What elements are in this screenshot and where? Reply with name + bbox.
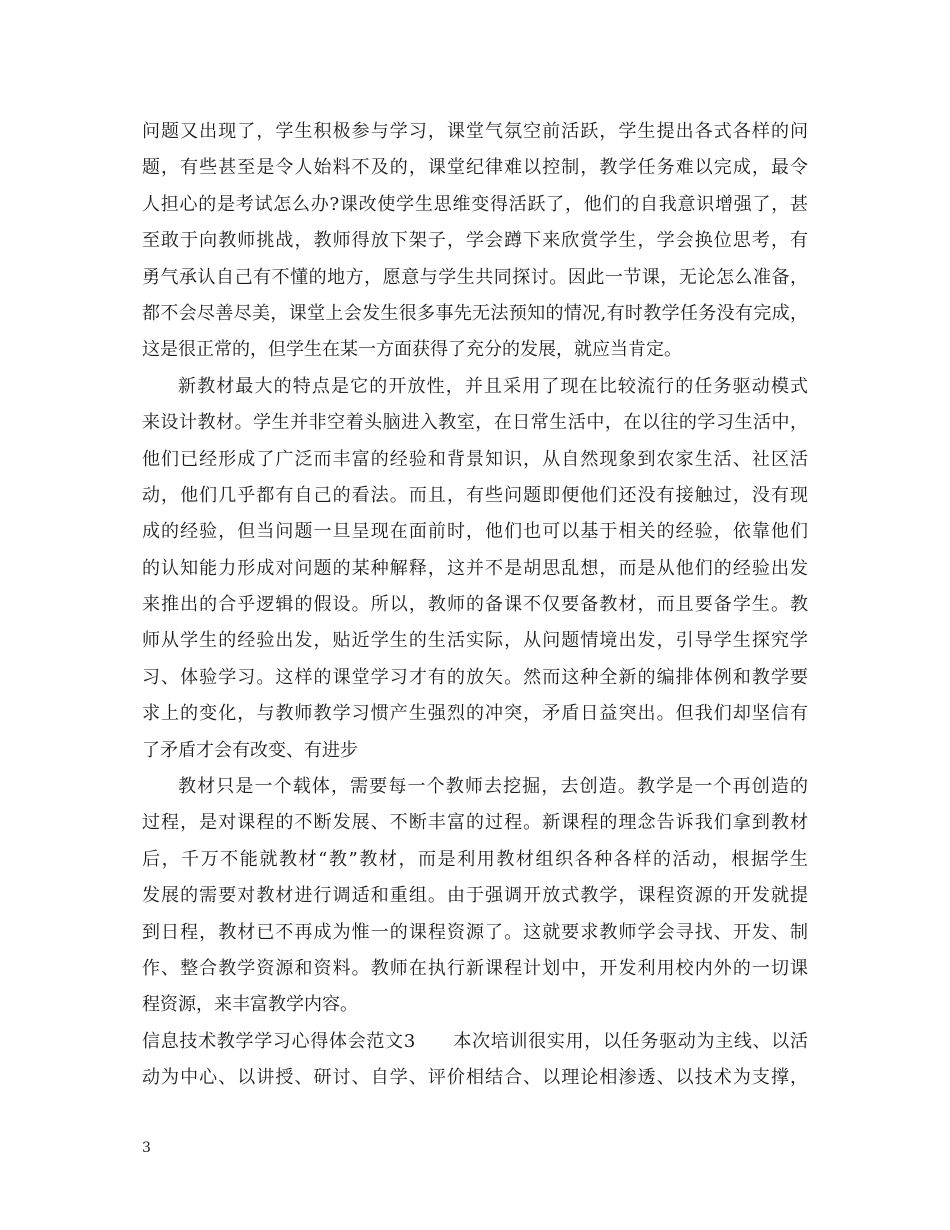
text-line: 动为中心、以讲授、研讨、自学、评价相结合、以理论相渗透、以技术为支撑， — [142, 1067, 808, 1089]
text-line: 人担心的是考试怎么办?课改使学生思维变得活跃了，他们的自我意识增强了，甚 — [142, 193, 808, 215]
text-line: 到日程，教材已不再成为惟一的课程资源了。这就要求教师学会寻找、开发、制 — [142, 921, 808, 943]
text-line: 作、整合教学资源和资料。教师在执行新课程计划中，开发利用校内外的一切课 — [142, 957, 808, 979]
paragraph-first-line: 教材只是一个载体，需要每一个教师去挖掘，去创造。教学是一个再创造的 — [178, 776, 808, 798]
paragraph-first-line: 新教材最大的特点是它的开放性，并且采用了现在比较流行的任务驱动模式 — [178, 375, 808, 397]
text-line: 后，千万不能就教材“教”教材，而是利用教材组织各种各样的活动，根据学生 — [142, 848, 808, 870]
text-line: 程资源，来丰富教学内容。 — [142, 994, 358, 1016]
text-line: 题，有些甚至是令人始料不及的，课堂纪律难以控制，教学任务难以完成，最令 — [142, 157, 808, 179]
text-line: 习、体验学习。这样的课堂学习才有的放矢。然而这种全新的编排体例和教学要 — [142, 666, 808, 688]
text-line: 求上的变化，与教师教学习惯产生强烈的冲突，矛盾日益突出。但我们却坚信有 — [142, 703, 808, 725]
text-line: 都不会尽善尽美，课堂上会发生很多事先无法预知的情况,有时教学任务没有完成， — [142, 302, 808, 324]
text-line: 至敢于向教师挑战，教师得放下架子，学会蹲下来欣赏学生，学会换位思考，有 — [142, 230, 808, 252]
text-line: 的认知能力形成对问题的某种解释，这并不是胡思乱想，而是从他们的经验出发 — [142, 557, 808, 579]
body-text — [142, 114, 808, 1097]
text-line: 来推出的合乎逻辑的假设。所以，教师的备课不仅要备教材，而且要备学生。教 — [142, 594, 808, 616]
text-line: 问题又出现了，学生积极参与学习，课堂气氛空前活跃，学生提出各式各样的问 — [142, 121, 808, 142]
text-line: 来设计教材。学生并非空着头脑进入教室，在日常生活中，在以往的学习生活中， — [142, 412, 808, 434]
text-line: 勇气承认自己有不懂的地方，愿意与学生共同探讨。因此一节课，无论怎么准备， — [142, 266, 808, 288]
text-line: 成的经验，但当问题一旦呈现在面前时，他们也可以基于相关的经验，依靠他们 — [142, 521, 808, 543]
section-heading-line: 信息技术教学学习心得体会范文3 本次培训很实用，以任务驱动为主线、以活 — [142, 1030, 808, 1052]
text-line: 这是很正常的，但学生在某一方面获得了充分的发展，就应当肯定。 — [142, 339, 682, 361]
text-line: 师从学生的经验出发，贴近学生的生活实际，从问题情境出发，引导学生探究学 — [142, 630, 808, 652]
page-number: 3 — [142, 1140, 151, 1156]
text-line: 过程，是对课程的不断发展、不断丰富的过程。新课程的理念告诉我们拿到教材 — [142, 812, 808, 834]
text-line: 动，他们几乎都有自己的看法。而且，有些问题即便他们还没有接触过，没有现 — [142, 484, 808, 506]
text-line: 他们已经形成了广泛而丰富的经验和背景知识，从自然现象到农家生活、社区活 — [142, 448, 808, 470]
text-line: 了矛盾才会有改变、有进步 — [142, 739, 358, 761]
text-line: 发展的需要对教材进行调适和重组。由于强调开放式教学，课程资源的开发就提 — [142, 885, 808, 907]
